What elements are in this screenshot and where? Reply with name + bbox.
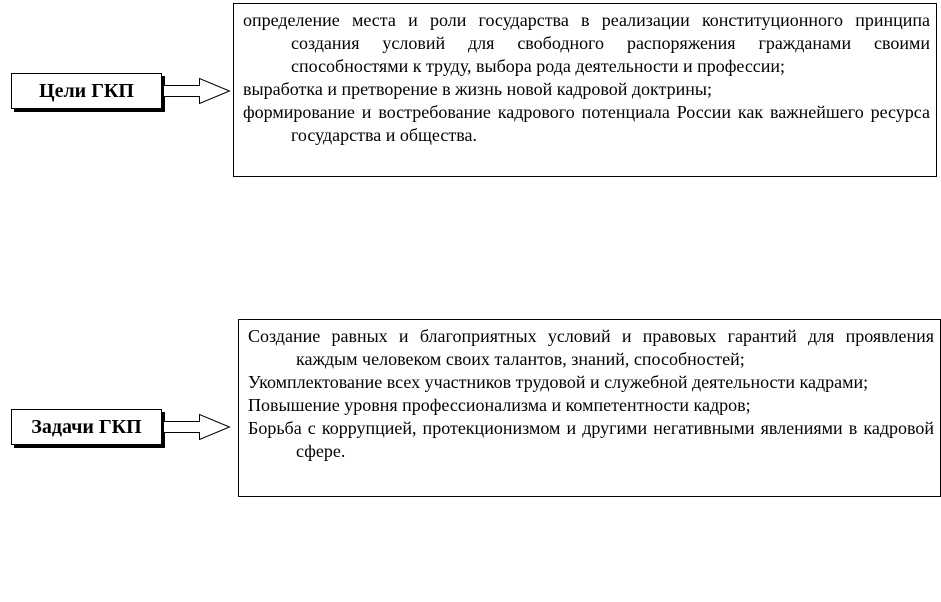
tasks-content-box xyxy=(238,319,941,497)
goals-list-item: определение места и роли государства в реализации конституционного принципа создания условий для свободного распоряжения гражданами своими способностями к труду, выбора рода деятельности и профессии; xyxy=(243,10,930,76)
right-arrow-icon xyxy=(163,414,231,440)
tasks-list-item: Повышение уровня профессионализма и компетентности кадров; xyxy=(248,395,751,415)
goals-list xyxy=(243,9,930,147)
goals-list-item: выработка и претворение в жизнь новой кадровой доктрины; xyxy=(243,79,712,99)
tasks-label-text: Задачи ГКП xyxy=(31,415,142,438)
tasks-list-item: Укомплектование всех участников трудовой и служебной деятельности кадрами; xyxy=(248,372,869,392)
right-arrow-icon xyxy=(163,78,231,104)
goals-label-box xyxy=(11,73,162,109)
goals-content-box xyxy=(233,3,937,177)
goals-list-item: формирование и востребование кадрового потенциала России как важнейшего ресурса государства и общества. xyxy=(243,102,930,145)
goals-label-text: Цели ГКП xyxy=(39,79,134,102)
tasks-list xyxy=(248,325,934,463)
tasks-list-item: Создание равных и благоприятных условий и правовых гарантий для проявления каждым человеком своих талантов, знаний, способностей; xyxy=(248,326,934,369)
tasks-list-item: Борьба с коррупцией, протекционизмом и другими негативными явлениями в кадровой сфере. xyxy=(248,418,934,461)
tasks-label-box xyxy=(11,409,162,445)
